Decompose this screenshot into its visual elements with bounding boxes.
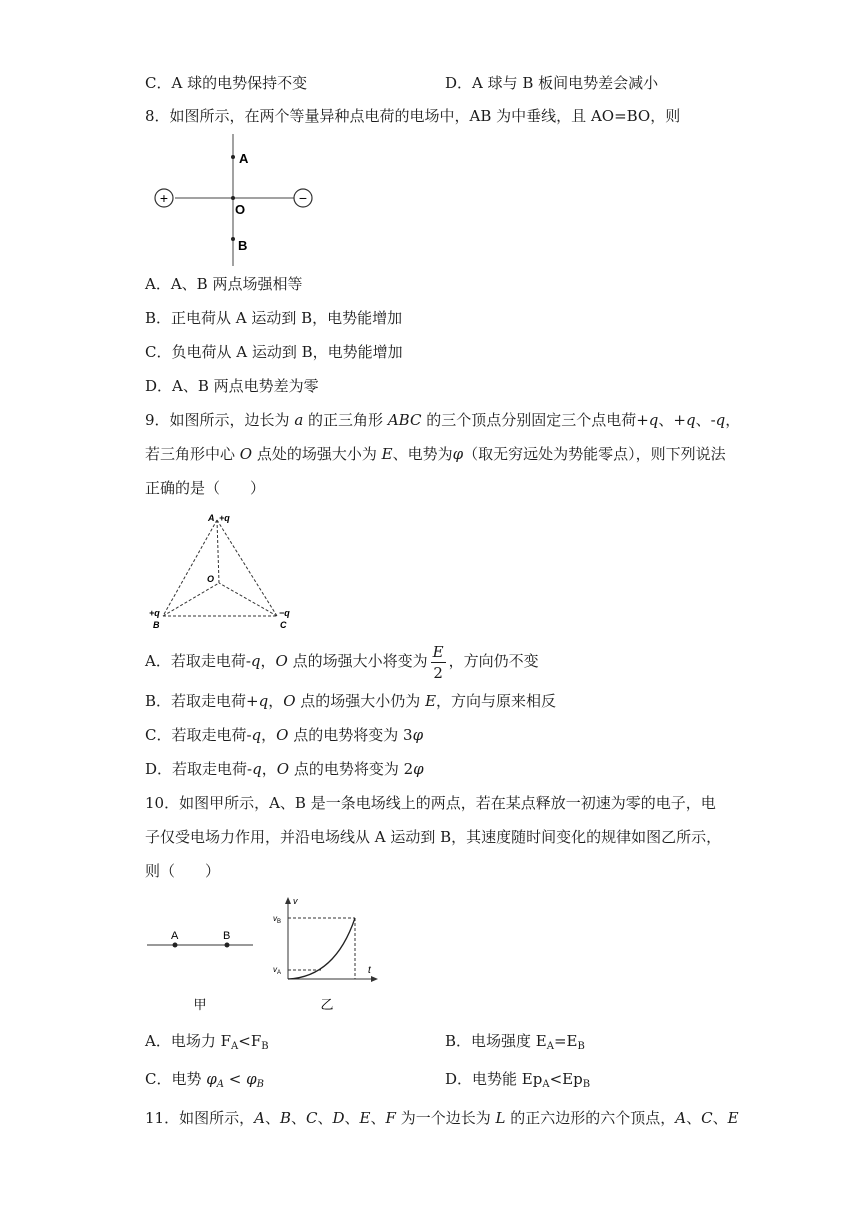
q10-stem-line1: 10．如图甲所示，A、B 是一条电场线上的两点，若在某点释放一初速为零的电子，电 <box>145 794 716 812</box>
q10-option-d: D．电势能 $Ep_A<Ep_B$ <box>445 1070 591 1090</box>
axis-t-label: t <box>368 965 371 976</box>
fraction-e-over-2: $\frac{E}{2}$ <box>432 642 444 682</box>
q8-option-a: A．A、B 两点场强相等 <box>145 275 303 293</box>
q9-triangle-figure <box>145 510 305 632</box>
q9-stem-line3: 正确的是（ ） <box>145 479 266 497</box>
vertex-c-label: C <box>280 620 287 630</box>
negative-charge-sign: − <box>298 190 308 206</box>
point-a-dot <box>231 155 235 159</box>
q8-stem: 8．如图所示，在两个等量异种点电荷的电场中，AB 为中垂线，且 AO=BO，则 <box>145 107 681 125</box>
vertex-b-charge: +q <box>149 608 160 618</box>
q8-option-b: B．正电荷从 A 运动到 B，电势能增加 <box>145 309 403 327</box>
point-a-label: A <box>171 930 179 942</box>
q9-option-d: D．若取走电荷-q，O 点的电势将变为 2φ <box>145 760 424 778</box>
vertex-a-label: A <box>208 513 215 523</box>
figure-jia-caption: 甲 <box>193 997 207 1012</box>
q9-option-b: B．若取走电荷+q，O 点的场强大小仍为 E，方向与原来相反 <box>145 692 557 710</box>
q8-figure <box>150 130 320 270</box>
point-o-dot <box>231 196 235 200</box>
q9-stem-line1: 9．如图所示，边长为 a 的正三角形 ABC 的三个顶点分别固定三个点电荷+q、+q、-q， <box>145 411 741 429</box>
q10-stem-line3: 则（ ） <box>145 862 221 880</box>
figure-yi-caption: 乙 <box>320 997 334 1012</box>
vertex-c-charge: −q <box>279 608 290 618</box>
axis-v-label: v <box>293 896 298 906</box>
center-o-label: O <box>207 574 215 584</box>
vertex-a-charge: +q <box>219 513 230 523</box>
point-b-label: B <box>238 238 248 253</box>
q10-figures <box>145 895 385 1020</box>
q9-stem-line2: 若三角形中心 O 点处的场强大小为 E、电势为φ（取无穷远处为势能零点），则下列说法 <box>145 445 726 463</box>
q10-option-a: A．电场力 $F_A<F_B$ <box>145 1032 269 1052</box>
point-o-label: O <box>235 202 246 217</box>
tick-vb-label: $v_B$ <box>273 914 282 925</box>
point-b-label: B <box>223 930 231 942</box>
point-b-dot <box>231 237 235 241</box>
q8-option-c: C．负电荷从 A 运动到 B，电势能增加 <box>145 343 403 361</box>
q11-stem-line1: 11．如图所示，A、B、C、D、E、F 为一个边长为 L 的正六边形的六个顶点，A、C、E <box>145 1109 739 1127</box>
q7-option-c: C．A 球的电势保持不变 <box>145 74 308 92</box>
vertex-b-label: B <box>153 620 160 630</box>
point-a-label: A <box>239 151 249 166</box>
q10-option-b: B．电场强度 $E_A=E_B$ <box>445 1032 585 1052</box>
q9-option-c: C．若取走电荷-q，O 点的电势将变为 3φ <box>145 726 424 744</box>
point-b-dot <box>225 943 230 948</box>
point-a-dot <box>173 943 178 948</box>
positive-charge-sign: + <box>159 190 169 206</box>
q8-option-d: D．A、B 两点电势差为零 <box>145 377 319 395</box>
q9-option-a: A．若取走电荷-q，O 点的场强大小将变为 $\frac{E}{2}$ ，方向仍不变 <box>145 642 539 682</box>
q10-option-c: C．电势 $\varphi_A < \varphi_B$ <box>145 1070 264 1090</box>
tick-va-label: $v_A$ <box>273 965 282 976</box>
q10-stem-line2: 子仅受电场力作用，并沿电场线从 A 运动到 B，其速度随时间变化的规律如图乙所示， <box>145 828 722 846</box>
q7-option-d: D．A 球与 B 板间电势差会减小 <box>445 74 659 92</box>
